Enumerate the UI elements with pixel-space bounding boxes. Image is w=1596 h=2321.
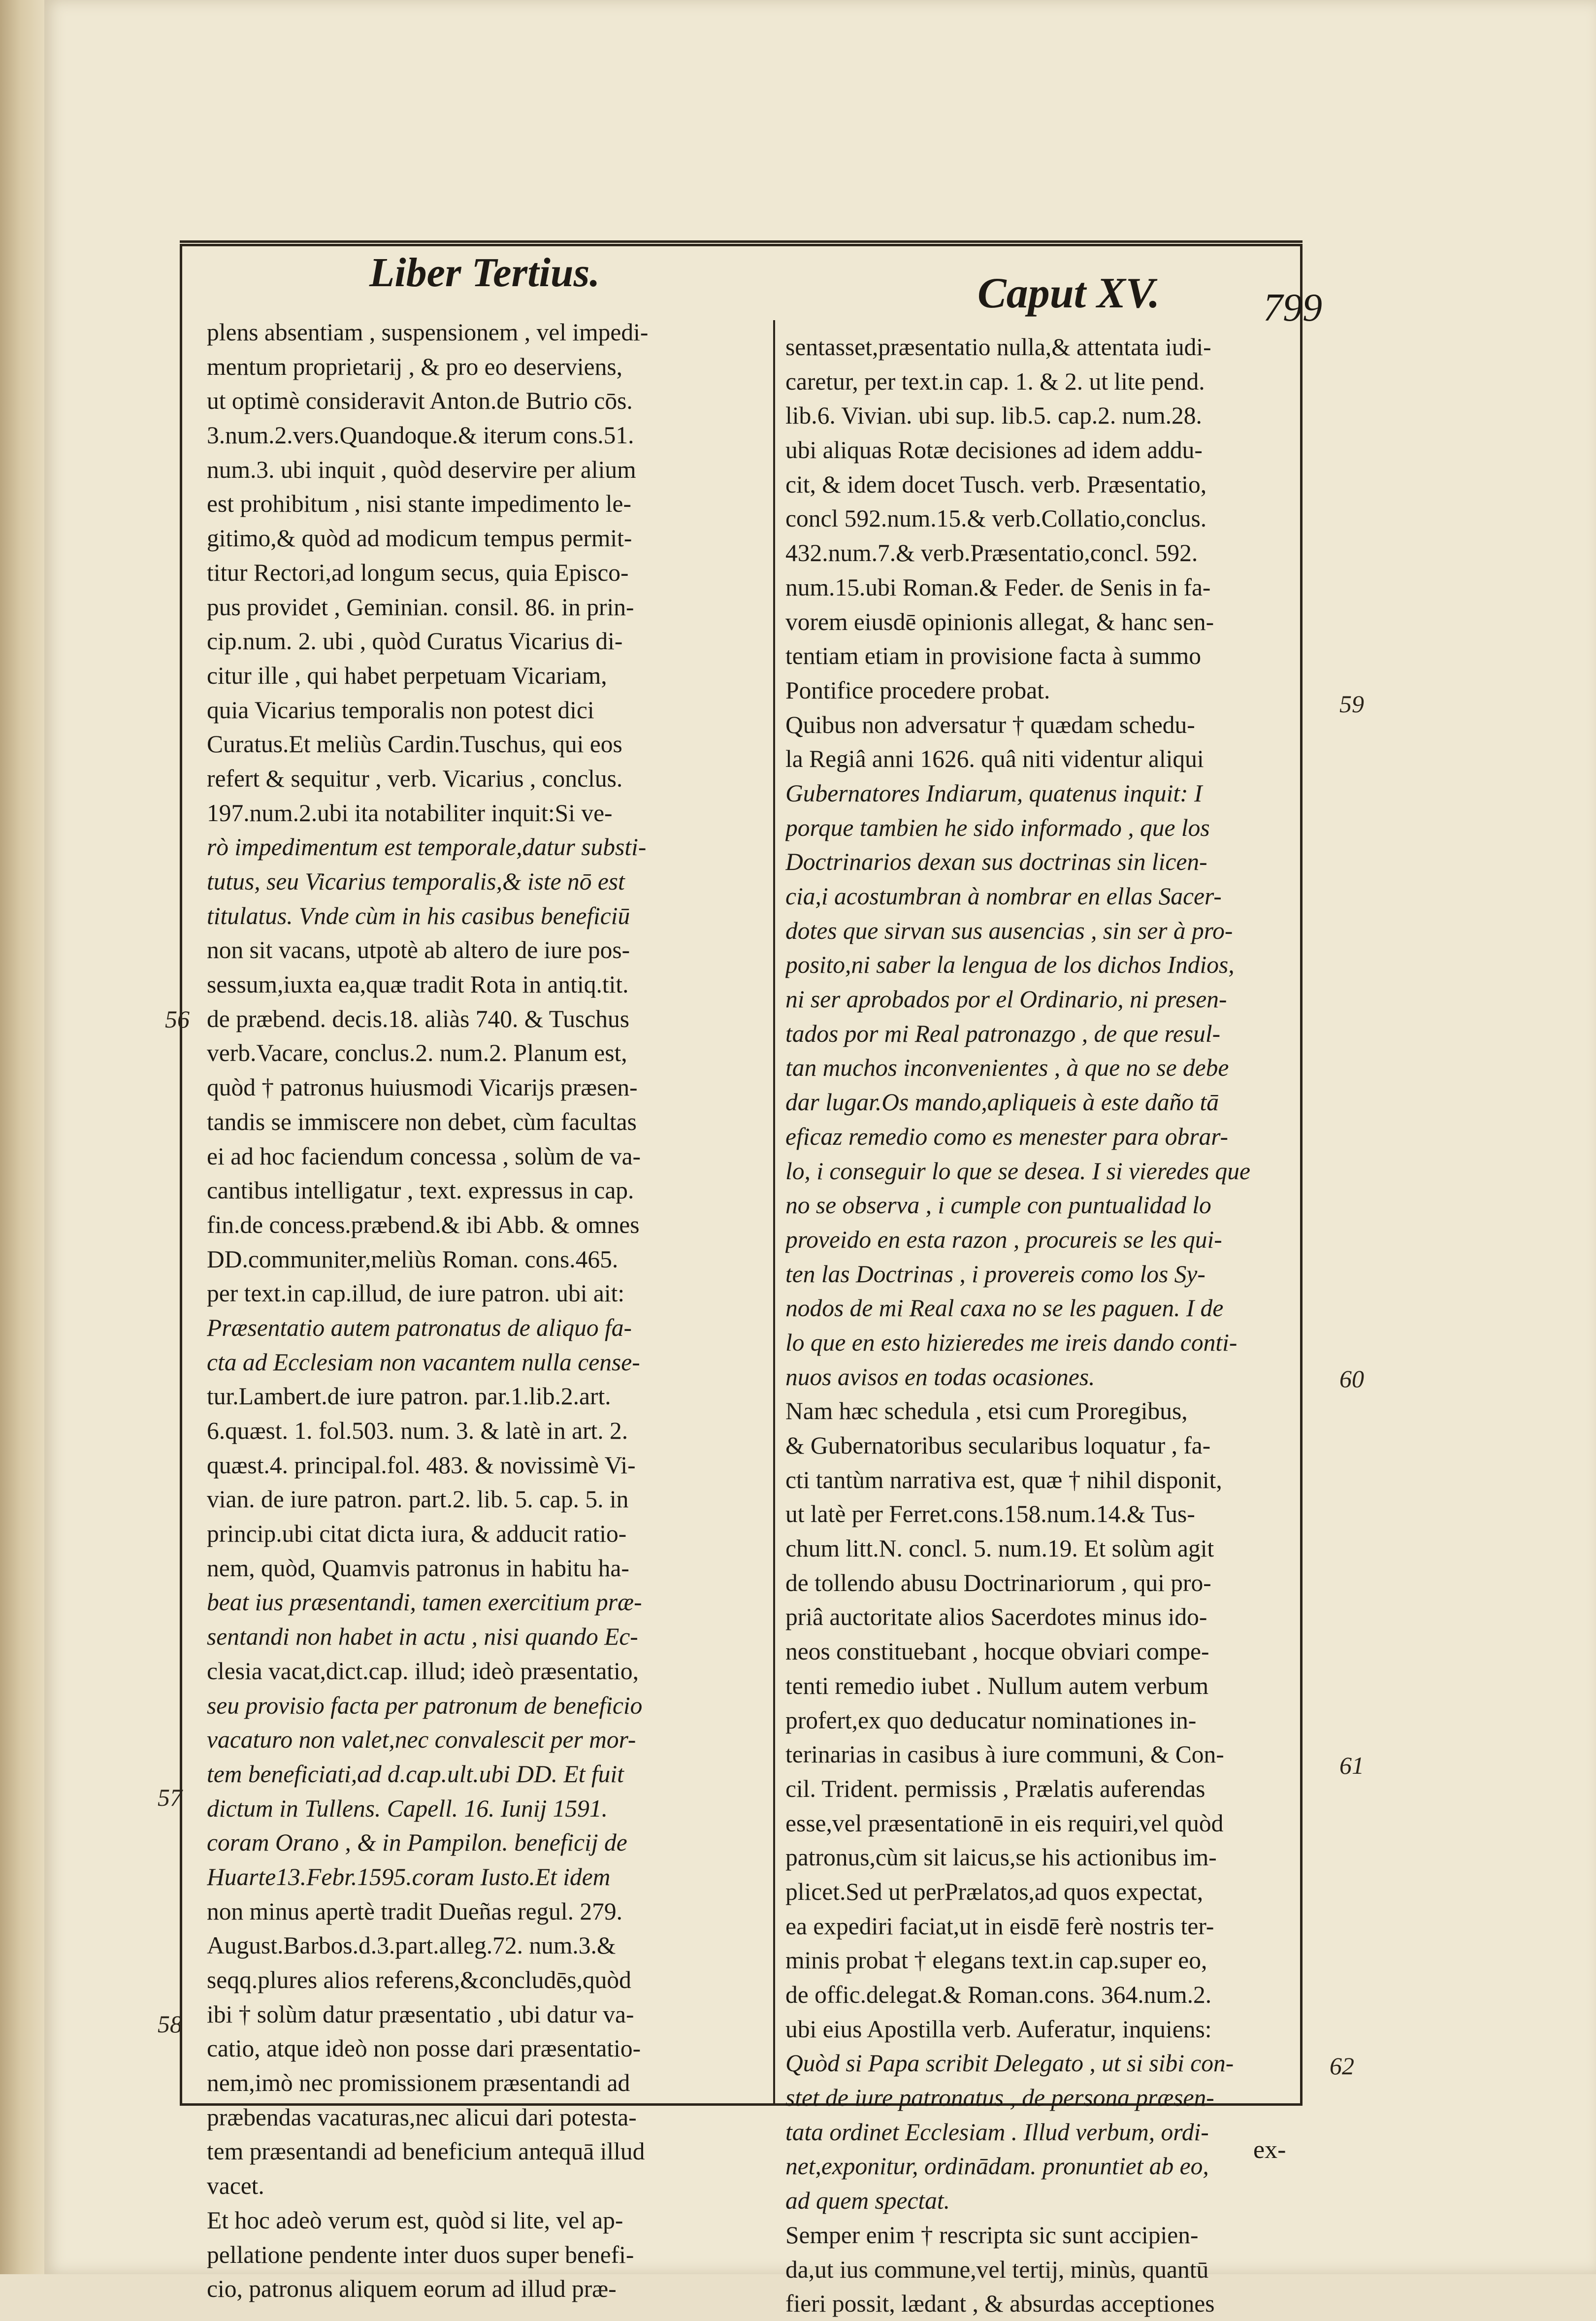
text-line: tenti remedio iubet . Nullum autem verbum <box>785 1672 1209 1699</box>
catchword: ex- <box>1253 2136 1286 2164</box>
margin-number: 57 <box>158 1784 182 1811</box>
margin-number: 58 <box>158 2010 182 2038</box>
text-line: caretur, per text.in cap. 1. & 2. ut lite pend. <box>785 367 1205 395</box>
margin-number: 56 <box>165 1005 190 1033</box>
text-line: nuos avisos en todas ocasiones. <box>785 1363 1095 1391</box>
text-line: beat ius præsentandi, tamen exercitium præ- <box>207 1589 642 1616</box>
text-line: titur Rectori,ad longum secus, quia Episco- <box>207 559 629 586</box>
text-line: Præsentatio autem patronatus de aliquo fa- <box>207 1314 632 1341</box>
text-line: dotes que sirvan sus ausencias , sin ser à pro- <box>785 917 1233 944</box>
text-line: ut latè per Ferret.cons.158.num.14.& Tus- <box>785 1500 1195 1528</box>
text-line: sentandi non habet in actu , nisi quando Ec- <box>207 1623 638 1651</box>
header-rule <box>180 240 1303 243</box>
text-line: quia Vicarius temporalis non potest dici <box>207 696 594 724</box>
text-line: lib.6. Vivian. ubi sup. lib.5. cap.2. num.28. <box>785 402 1202 430</box>
text-line: da,ut ius commune,vel tertij, minùs, quantū <box>785 2255 1209 2283</box>
text-line: la Regiâ anni 1626. quâ niti videntur aliqui <box>785 745 1204 773</box>
text-line: de tollendo abusu Doctrinariorum , qui pro- <box>785 1569 1211 1596</box>
text-line: cip.num. 2. ubi , quòd Curatus Vicarius di- <box>207 628 623 655</box>
text-line: tem præsentandi ad beneficium antequā illud <box>207 2138 645 2165</box>
text-line: num.3. ubi inquit , quòd deservire per alium <box>207 456 636 483</box>
text-line: proveido en esta razon , procureis se les qui- <box>785 1226 1222 1253</box>
text-line: tados por mi Real patronazgo , de que resul- <box>785 1020 1221 1047</box>
text-line: porque tambien he sido informado , que los <box>785 814 1210 841</box>
text-line: quæst.4. principal.fol. 483. & novissimè Vi- <box>207 1451 636 1479</box>
running-title-left: Liber Tertius. <box>369 250 600 296</box>
text-line: priâ auctoritate alios Sacerdotes minus ido- <box>785 1603 1207 1631</box>
text-line: lo que en esto hizieredes me ireis dando conti- <box>785 1328 1238 1356</box>
text-line: clesia vacat,dict.cap. illud; ideò præsentatio, <box>207 1657 639 1685</box>
margin-number: 59 <box>1339 690 1364 718</box>
text-line: quòd † patronus huiusmodi Vicarijs præsen- <box>207 1074 638 1101</box>
text-line: refert & sequitur , verb. Vicarius , conclus. <box>207 764 623 792</box>
text-line: 3.num.2.vers.Quandoque.& iterum cons.51. <box>207 422 634 449</box>
text-line: 6.quæst. 1. fol.503. num. 3. & latè in art. 2. <box>207 1417 628 1444</box>
text-line: cti tantùm narrativa est, quæ † nihil disponit, <box>785 1466 1222 1493</box>
text-line: cil. Trident. permissis , Prælatis auferendas <box>785 1775 1205 1802</box>
text-line: catio, atque ideò non posse dari præsentatio- <box>207 2035 641 2062</box>
text-line: num.15.ubi Roman.& Feder. de Senis in fa- <box>785 573 1211 601</box>
text-line: tandis se immiscere non debet, cùm facultas <box>207 1108 637 1135</box>
text-line: Semper enim † rescripta sic sunt accipien- <box>785 2221 1199 2249</box>
text-line: net,exponitur, ordinādam. pronuntiet ab eo, <box>785 2153 1209 2180</box>
text-line: lo, i conseguir lo que se desea. I si vieredes que <box>785 1157 1250 1185</box>
running-title-right: Caput XV. <box>977 269 1160 317</box>
text-line: eficaz remedio como es menester para obrar- <box>785 1123 1229 1150</box>
text-line: & Gubernatoribus secularibus loquatur , fa- <box>785 1432 1211 1459</box>
text-line: Gubernatores Indiarum, quatenus inquit: I <box>785 779 1203 807</box>
text-line: est prohibitum , nisi stante impedimento le- <box>207 490 631 518</box>
text-line: nem, quòd, Quamvis patronus in habitu ha- <box>207 1554 629 1582</box>
text-line: stet de iure patronatus , de persona præsen- <box>785 2084 1214 2112</box>
text-line: cit, & idem docet Tusch. verb. Præsentatio, <box>785 470 1207 498</box>
text-line: seqq.plures alios referens,&concludēs,quòd <box>207 1966 631 1993</box>
text-line: tutus, seu Vicarius temporalis,& iste nō est <box>207 868 625 895</box>
text-line: DD.communiter,meliùs Roman. cons.465. <box>207 1245 619 1273</box>
text-line: cio, patronus aliquem eorum ad illud præ- <box>207 2275 617 2303</box>
text-line: Quibus non adversatur † quædam schedu- <box>785 711 1195 738</box>
text-line: minis probat † elegans text.in cap.super eo, <box>785 1947 1207 1974</box>
text-line: ut optimè consideravit Anton.de Butrio cōs. <box>207 387 633 415</box>
margin-number: 61 <box>1339 1752 1364 1779</box>
left-column <box>207 315 763 2306</box>
text-line: tentiam etiam in provisione facta à summo <box>785 642 1202 670</box>
text-line: cta ad Ecclesiam non vacantem nulla cense- <box>207 1348 640 1376</box>
text-line: vacet. <box>207 2172 264 2200</box>
text-line: tem beneficiati,ad d.cap.ult.ubi DD. Et fuit <box>207 1760 624 1788</box>
text-line: Et hoc adeò verum est, quòd si lite, vel ap- <box>207 2206 623 2234</box>
text-line: ei ad hoc faciendum concessa , solùm de va- <box>207 1142 641 1170</box>
text-line: nem,imò nec promissionem præsentandi ad <box>207 2069 630 2097</box>
text-line: ni ser aprobados por el Ordinario, ni presen- <box>785 986 1227 1013</box>
text-line: gitimo,& quòd ad modicum tempus permit- <box>207 525 632 552</box>
text-line: plicet.Sed ut perPrælatos,ad quos expectat, <box>785 1878 1204 1905</box>
text-line: ubi eius Apostilla verb. Auferatur, inquiens: <box>785 2015 1212 2043</box>
text-line: concl 592.num.15.& verb.Collatio,conclus. <box>785 505 1207 532</box>
column-rule <box>773 320 775 2103</box>
text-line: patronus,cùm sit laicus,se his actionibus im- <box>785 1844 1217 1871</box>
text-line: ten las Doctrinas , i provereis como los Sy- <box>785 1260 1205 1288</box>
text-line: citur ille , qui habet perpetuam Vicariam, <box>207 662 607 689</box>
text-line: profert,ex quo deducatur nominationes in- <box>785 1706 1197 1734</box>
text-line: August.Barbos.d.3.part.alleg.72. num.3.& <box>207 1932 616 1959</box>
text-line: titulatus. Vnde cùm in his casibus beneficiū <box>207 902 630 929</box>
text-line: 432.num.7.& verb.Præsentatio,concl. 592. <box>785 539 1198 567</box>
text-line: chum litt.N. concl. 5. num.19. Et solùm agit <box>785 1535 1214 1562</box>
text-line: non sit vacans, utpotè ab altero de iure pos- <box>207 936 630 964</box>
text-line: verb.Vacare, conclus.2. num.2. Planum est, <box>207 1039 627 1067</box>
text-line: ad quem spectat. <box>785 2187 950 2215</box>
right-column <box>785 330 1298 2321</box>
text-line: ibi † solùm datur præsentatio , ubi datur va- <box>207 2000 634 2028</box>
text-line: pellatione pendente inter duos super benefi- <box>207 2241 634 2268</box>
text-line: dictum in Tullens. Capell. 16. Iunij 1591. <box>207 1794 608 1822</box>
text-line: mentum proprietarij , & pro eo deserviens, <box>207 353 623 380</box>
text-line: præbendas vacaturas,nec alicui dari potesta- <box>207 2103 637 2131</box>
text-line: terinarias in casibus à iure communi, & Con- <box>785 1741 1224 1768</box>
text-line: tur.Lambert.de iure patron. par.1.lib.2.art. <box>207 1383 611 1410</box>
text-line: pus providet , Geminian. consil. 86. in prin- <box>207 593 634 621</box>
text-line: dar lugar.Os mando,apliqueis à este daño tā <box>785 1089 1219 1116</box>
text-line: ubi aliquas Rotæ decisiones ad idem addu- <box>785 436 1203 464</box>
text-line: tan muchos inconvenientes , à que no se debe <box>785 1054 1229 1082</box>
text-line: vian. de iure patron. part.2. lib. 5. cap. 5. in <box>207 1486 629 1513</box>
text-line: cantibus intelligatur , text. expressus in cap. <box>207 1177 634 1204</box>
text-line: de præbend. decis.18. aliàs 740. & Tuschus <box>207 1005 629 1032</box>
text-line: ea expediri faciat,ut in eisdē ferè nostris ter- <box>785 1912 1214 1940</box>
text-line: fin.de concess.præbend.& ibi Abb. & omnes <box>207 1211 640 1238</box>
text-line: sentasset,præsentatio nulla,& attentata iudi- <box>785 333 1211 361</box>
text-line: Doctrinarios dexan sus doctrinas sin licen- <box>785 848 1207 876</box>
text-line: vacaturo non valet,nec convalescit per mor- <box>207 1726 636 1754</box>
text-line: princip.ubi citat dicta iura, & adducit ratio- <box>207 1520 627 1548</box>
text-line: non minus apertè tradit Dueñas regul. 279. <box>207 1897 623 1925</box>
text-line: tata ordinet Ecclesiam . Illud verbum, ordi- <box>785 2118 1209 2146</box>
text-line: de offic.delegat.& Roman.cons. 364.num.2. <box>785 1981 1212 2008</box>
text-line: posito,ni saber la lengua de los dichos Indios, <box>785 951 1235 979</box>
text-line: Quòd si Papa scribit Delegato , ut si sibi con- <box>785 2050 1234 2077</box>
margin-number: 62 <box>1330 2052 1354 2080</box>
text-line: sessum,iuxta ea,quæ tradit Rota in antiq.tit. <box>207 971 629 998</box>
text-line: rò impedimentum est temporale,datur substi- <box>207 833 647 861</box>
text-line: coram Orano , & in Pampilon. beneficij de <box>207 1829 627 1857</box>
margin-number: 60 <box>1339 1365 1364 1393</box>
text-line: Pontifice procedere probat. <box>785 676 1050 704</box>
text-line: plens absentiam , suspensionem , vel impedi- <box>207 319 649 346</box>
text-line: Nam hæc schedula , etsi cum Proregibus, <box>785 1397 1188 1425</box>
text-line: fieri possit, lædant , & absurdas acceptiones <box>785 2290 1215 2318</box>
text-line: seu provisio facta per patronum de beneficio <box>207 1691 643 1719</box>
text-line: per text.in cap.illud, de iure patron. ubi ait: <box>207 1280 625 1307</box>
text-line: Curatus.Et meliùs Cardin.Tuschus, qui eos <box>207 730 622 758</box>
text-line: 197.num.2.ubi ita notabiliter inquit:Si ve- <box>207 799 613 827</box>
text-line: esse,vel præsentationē in eis requiri,vel quòd <box>785 1809 1224 1837</box>
text-line: no se observa , i cumple con puntualidad lo <box>785 1192 1211 1219</box>
text-line: vorem eiusdē opinionis allegat, & hanc sen- <box>785 608 1214 635</box>
text-line: cia,i acostumbran à nombrar en ellas Sacer- <box>785 883 1222 910</box>
text-line: neos constituebant , hocque obviari compe- <box>785 1638 1209 1665</box>
text-line: nodos de mi Real caxa no se les paguen. I de <box>785 1294 1224 1322</box>
page-number: 799 <box>1263 286 1322 330</box>
text-line: Huarte13.Febr.1595.coram Iusto.Et idem <box>207 1863 611 1890</box>
